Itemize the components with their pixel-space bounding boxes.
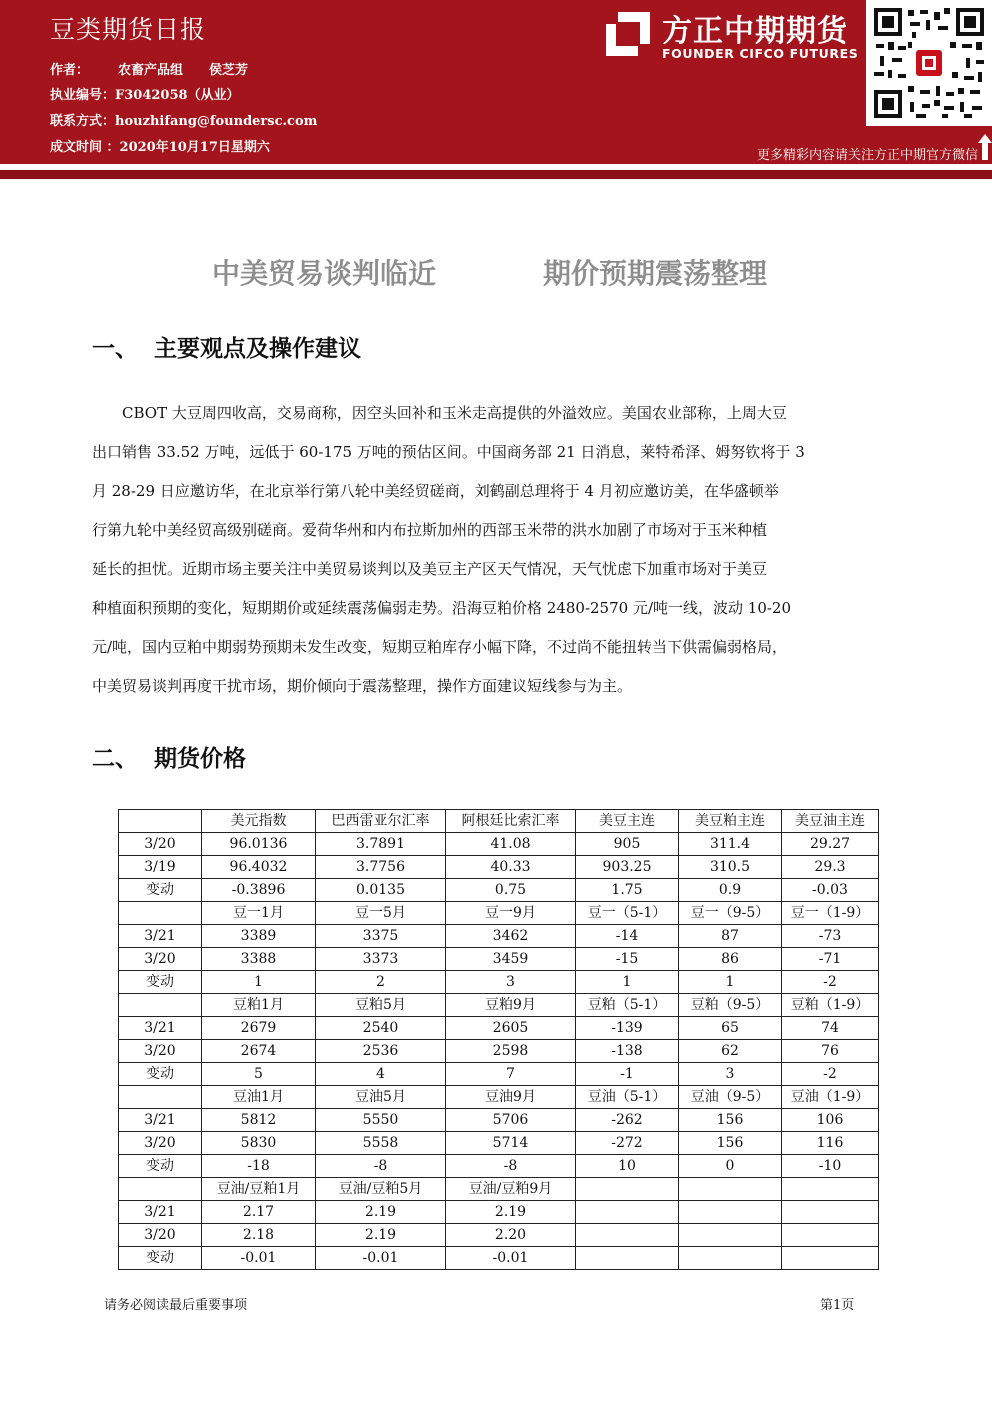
table-cell: 豆油（9-5）: [679, 1086, 782, 1109]
table-cell: 豆油/豆粕5月: [316, 1178, 446, 1201]
table-row: [119, 1017, 879, 1040]
table-cell: [782, 1247, 879, 1270]
paragraph-line: 出口销售 33.52 万吨，远低于 60-175 万吨的预估区间。中国商务部 21 日消息，莱特希泽、姆努钦将于 3: [92, 443, 805, 461]
author-name: 侯芝芳: [209, 63, 249, 78]
row-label-cell: [119, 994, 202, 1017]
table-cell: 86: [679, 948, 782, 971]
table-cell: 62: [679, 1040, 782, 1063]
company-name-en: FOUNDER CIFCO FUTURES: [662, 46, 859, 61]
section-number: 一、: [92, 336, 138, 362]
table-cell: 豆油9月: [446, 1086, 576, 1109]
table-cell: 2.19: [446, 1201, 576, 1224]
table-row: [119, 1247, 879, 1270]
table-cell: [679, 1247, 782, 1270]
table-cell: 3: [679, 1063, 782, 1086]
table-cell: -1: [576, 1063, 679, 1086]
table-row: [119, 902, 879, 925]
row-label-cell: 3/21: [119, 1201, 202, 1224]
table-cell: 3: [446, 971, 576, 994]
headline-left: 中美贸易谈判临近: [212, 257, 437, 290]
table-cell: 0.75: [446, 879, 576, 902]
table-cell: 豆油/豆粕1月: [202, 1178, 316, 1201]
table-cell: [782, 1178, 879, 1201]
table-cell: 0.0135: [316, 879, 446, 902]
table-row: [119, 810, 879, 833]
author-line: [50, 59, 248, 78]
futures-price-table: [118, 809, 879, 1270]
table-cell: -139: [576, 1017, 679, 1040]
table-row: [119, 833, 879, 856]
author-group: 农畜产品组: [118, 63, 184, 78]
table-cell: 豆一（5-1）: [576, 902, 679, 925]
company-logo-mark: [604, 10, 652, 58]
analysis-paragraph: [92, 394, 884, 706]
table-cell: -15: [576, 948, 679, 971]
row-label-cell: 3/21: [119, 1017, 202, 1040]
table-cell: 3373: [316, 948, 446, 971]
paragraph-line: 种植面积预期的变化，短期期价或延续震荡偏弱走势。沿海豆粕价格 2480-2570 元/吨一线，波动 10-20: [92, 599, 792, 617]
table-cell: 40.33: [446, 856, 576, 879]
section-title: 期货价格: [154, 746, 246, 772]
table-cell: 豆粕（5-1）: [576, 994, 679, 1017]
table-cell: 豆油/豆粕9月: [446, 1178, 576, 1201]
table-cell: 5714: [446, 1132, 576, 1155]
table-cell: 5: [202, 1063, 316, 1086]
table-cell: 116: [782, 1132, 879, 1155]
company-name-cn: 方正中期期货: [662, 14, 848, 49]
table-row: [119, 1086, 879, 1109]
table-row: [119, 856, 879, 879]
section-heading-views: [92, 330, 361, 363]
table-cell: 156: [679, 1109, 782, 1132]
table-cell: 96.4032: [202, 856, 316, 879]
table-cell: 3.7756: [316, 856, 446, 879]
table-cell: 5550: [316, 1109, 446, 1132]
row-label-cell: 3/21: [119, 925, 202, 948]
table-cell: 76: [782, 1040, 879, 1063]
row-label-cell: 变动: [119, 1063, 202, 1086]
table-row: [119, 1040, 879, 1063]
paragraph-line: 延长的担忧。近期市场主要关注中美贸易谈判以及美豆主产区天气情况，天气忧虑下加重市场对于美豆: [92, 560, 768, 578]
table-cell: 豆粕（1-9）: [782, 994, 879, 1017]
table-cell: 2.18: [202, 1224, 316, 1247]
table-cell: 豆粕（9-5）: [679, 994, 782, 1017]
row-label-cell: 3/20: [119, 1132, 202, 1155]
row-label-cell: 变动: [119, 1155, 202, 1178]
table-cell: 美豆主连: [576, 810, 679, 833]
table-cell: 美豆粕主连: [679, 810, 782, 833]
table-cell: 905: [576, 833, 679, 856]
author-label: 作者：: [50, 63, 90, 78]
table-cell: 豆一1月: [202, 902, 316, 925]
table-cell: 豆油（5-1）: [576, 1086, 679, 1109]
table-cell: 美豆油主连: [782, 810, 879, 833]
table-cell: 3389: [202, 925, 316, 948]
paragraph-line: 元/吨，国内豆粕中期弱势预期未发生改变，短期豆粕库存小幅下降，不过尚不能扭转当下供需偏弱格局，: [92, 638, 788, 656]
table-cell: -14: [576, 925, 679, 948]
table-cell: [576, 1247, 679, 1270]
table-cell: 156: [679, 1132, 782, 1155]
table-cell: 5812: [202, 1109, 316, 1132]
up-arrow-icon: [978, 134, 992, 160]
table-cell: 106: [782, 1109, 879, 1132]
table-cell: -0.01: [316, 1247, 446, 1270]
table-cell: 豆油（1-9）: [782, 1086, 879, 1109]
license-line: 执业编号：F3042058（从业）: [50, 88, 240, 103]
table-cell: -10: [782, 1155, 879, 1178]
row-label-cell: [119, 1178, 202, 1201]
table-cell: 29.3: [782, 856, 879, 879]
table-cell: 87: [679, 925, 782, 948]
page-number: 第1页: [820, 1298, 855, 1313]
qr-code: [866, 0, 992, 126]
table-cell: -0.3896: [202, 879, 316, 902]
paragraph-line: 月 28-29 日应邀访华，在北京举行第八轮中美经贸磋商，刘鹤副总理将于 4 月初应邀访美，在华盛顿举: [92, 482, 779, 500]
table-cell: 4: [316, 1063, 446, 1086]
row-label-cell: [119, 902, 202, 925]
table-cell: -262: [576, 1109, 679, 1132]
row-label-cell: 3/21: [119, 1109, 202, 1132]
table-row: [119, 925, 879, 948]
table-cell: [782, 1224, 879, 1247]
table-cell: 41.08: [446, 833, 576, 856]
table-cell: 311.4: [679, 833, 782, 856]
date-line: 成文时间 ：2020年10月17日星期六: [50, 140, 270, 155]
table-cell: 1.75: [576, 879, 679, 902]
paragraph-line: CBOT 大豆周四收高，交易商称，因空头回补和玉米走高提供的外溢效应。美国农业部称，上周大豆: [122, 404, 787, 422]
table-cell: 2605: [446, 1017, 576, 1040]
table-cell: [576, 1178, 679, 1201]
table-cell: -0.03: [782, 879, 879, 902]
table-cell: 74: [782, 1017, 879, 1040]
table-cell: [576, 1224, 679, 1247]
table-cell: -0.01: [202, 1247, 316, 1270]
report-headline: [0, 252, 992, 292]
table-cell: -73: [782, 925, 879, 948]
table-cell: 豆一9月: [446, 902, 576, 925]
table-cell: 美元指数: [202, 810, 316, 833]
table-cell: 1: [202, 971, 316, 994]
table-cell: 豆油5月: [316, 1086, 446, 1109]
report-title: 豆类期货日报: [50, 15, 207, 44]
row-label-cell: 变动: [119, 971, 202, 994]
table-cell: 2679: [202, 1017, 316, 1040]
table-cell: 310.5: [679, 856, 782, 879]
table-cell: 5558: [316, 1132, 446, 1155]
table-cell: 2.20: [446, 1224, 576, 1247]
table-cell: -2: [782, 1063, 879, 1086]
table-row: [119, 1109, 879, 1132]
table-cell: [782, 1201, 879, 1224]
table-cell: 豆一（9-5）: [679, 902, 782, 925]
table-cell: 1: [679, 971, 782, 994]
table-cell: 5830: [202, 1132, 316, 1155]
table-row: [119, 1201, 879, 1224]
table-cell: 豆粕9月: [446, 994, 576, 1017]
paragraph-line: 中美贸易谈判再度干扰市场，期价倾向于震荡整理，操作方面建议短线参与为主。: [92, 677, 633, 695]
table-cell: 2.19: [316, 1224, 446, 1247]
row-label-cell: 变动: [119, 879, 202, 902]
table-cell: 7: [446, 1063, 576, 1086]
row-label-cell: 3/19: [119, 856, 202, 879]
table-cell: -138: [576, 1040, 679, 1063]
table-cell: 65: [679, 1017, 782, 1040]
table-cell: 豆粕5月: [316, 994, 446, 1017]
table-cell: 2674: [202, 1040, 316, 1063]
section-number: 二、: [92, 746, 138, 772]
section-heading-prices: [92, 740, 246, 773]
table-cell: [679, 1201, 782, 1224]
row-label-cell: 3/20: [119, 1040, 202, 1063]
table-cell: 阿根廷比索汇率: [446, 810, 576, 833]
row-label-cell: 3/20: [119, 1224, 202, 1247]
table-cell: 2.19: [316, 1201, 446, 1224]
table-cell: [679, 1178, 782, 1201]
table-row: [119, 948, 879, 971]
table-row: [119, 1155, 879, 1178]
table-cell: -272: [576, 1132, 679, 1155]
table-cell: 2598: [446, 1040, 576, 1063]
contact-line: 联系方式：houzhifang@foundersc.com: [50, 114, 318, 129]
header-divider: [0, 170, 992, 179]
table-cell: 3462: [446, 925, 576, 948]
table-cell: 5706: [446, 1109, 576, 1132]
table-cell: 2.17: [202, 1201, 316, 1224]
table-cell: 3459: [446, 948, 576, 971]
table-cell: 3.7891: [316, 833, 446, 856]
table-cell: -18: [202, 1155, 316, 1178]
table-cell: -8: [316, 1155, 446, 1178]
table-cell: 10: [576, 1155, 679, 1178]
table-cell: 0: [679, 1155, 782, 1178]
table-cell: 2540: [316, 1017, 446, 1040]
table-row: [119, 1132, 879, 1155]
table-row: [119, 879, 879, 902]
table-cell: 豆油1月: [202, 1086, 316, 1109]
table-cell: 3388: [202, 948, 316, 971]
table-row: [119, 971, 879, 994]
row-label-cell: 3/20: [119, 833, 202, 856]
table-row: [119, 994, 879, 1017]
table-cell: 1: [576, 971, 679, 994]
table-cell: 3375: [316, 925, 446, 948]
table-row: [119, 1063, 879, 1086]
follow-wechat-note: 更多精彩内容请关注方正中期官方微信: [756, 148, 978, 163]
table-cell: 0.9: [679, 879, 782, 902]
row-label-cell: [119, 810, 202, 833]
table-cell: 2: [316, 971, 446, 994]
paragraph-line: 行第九轮中美经贸高级别磋商。爱荷华州和内布拉斯加州的西部玉米带的洪水加剧了市场对于玉米种植: [92, 521, 768, 539]
table-cell: -8: [446, 1155, 576, 1178]
table-cell: 豆一5月: [316, 902, 446, 925]
table-cell: 29.27: [782, 833, 879, 856]
section-title: 主要观点及操作建议: [154, 336, 361, 362]
table-cell: 豆一（1-9）: [782, 902, 879, 925]
qr-code-icon: [872, 6, 986, 120]
row-label-cell: 3/20: [119, 948, 202, 971]
row-label-cell: [119, 1086, 202, 1109]
footer-disclaimer-note: 请务必阅读最后重要事项: [104, 1298, 248, 1313]
table-cell: 豆粕1月: [202, 994, 316, 1017]
row-label-cell: 变动: [119, 1247, 202, 1270]
table-cell: 96.0136: [202, 833, 316, 856]
table-cell: 2536: [316, 1040, 446, 1063]
table-cell: [576, 1201, 679, 1224]
table-cell: -71: [782, 948, 879, 971]
table-cell: -0.01: [446, 1247, 576, 1270]
table-row: [119, 1178, 879, 1201]
table-cell: 巴西雷亚尔汇率: [316, 810, 446, 833]
table-row: [119, 1224, 879, 1247]
company-logo: [604, 6, 864, 66]
headline-right: 期价预期震荡整理: [543, 257, 768, 290]
table-cell: [679, 1224, 782, 1247]
table-cell: 903.25: [576, 856, 679, 879]
report-header-band: [0, 0, 992, 164]
table-cell: -2: [782, 971, 879, 994]
